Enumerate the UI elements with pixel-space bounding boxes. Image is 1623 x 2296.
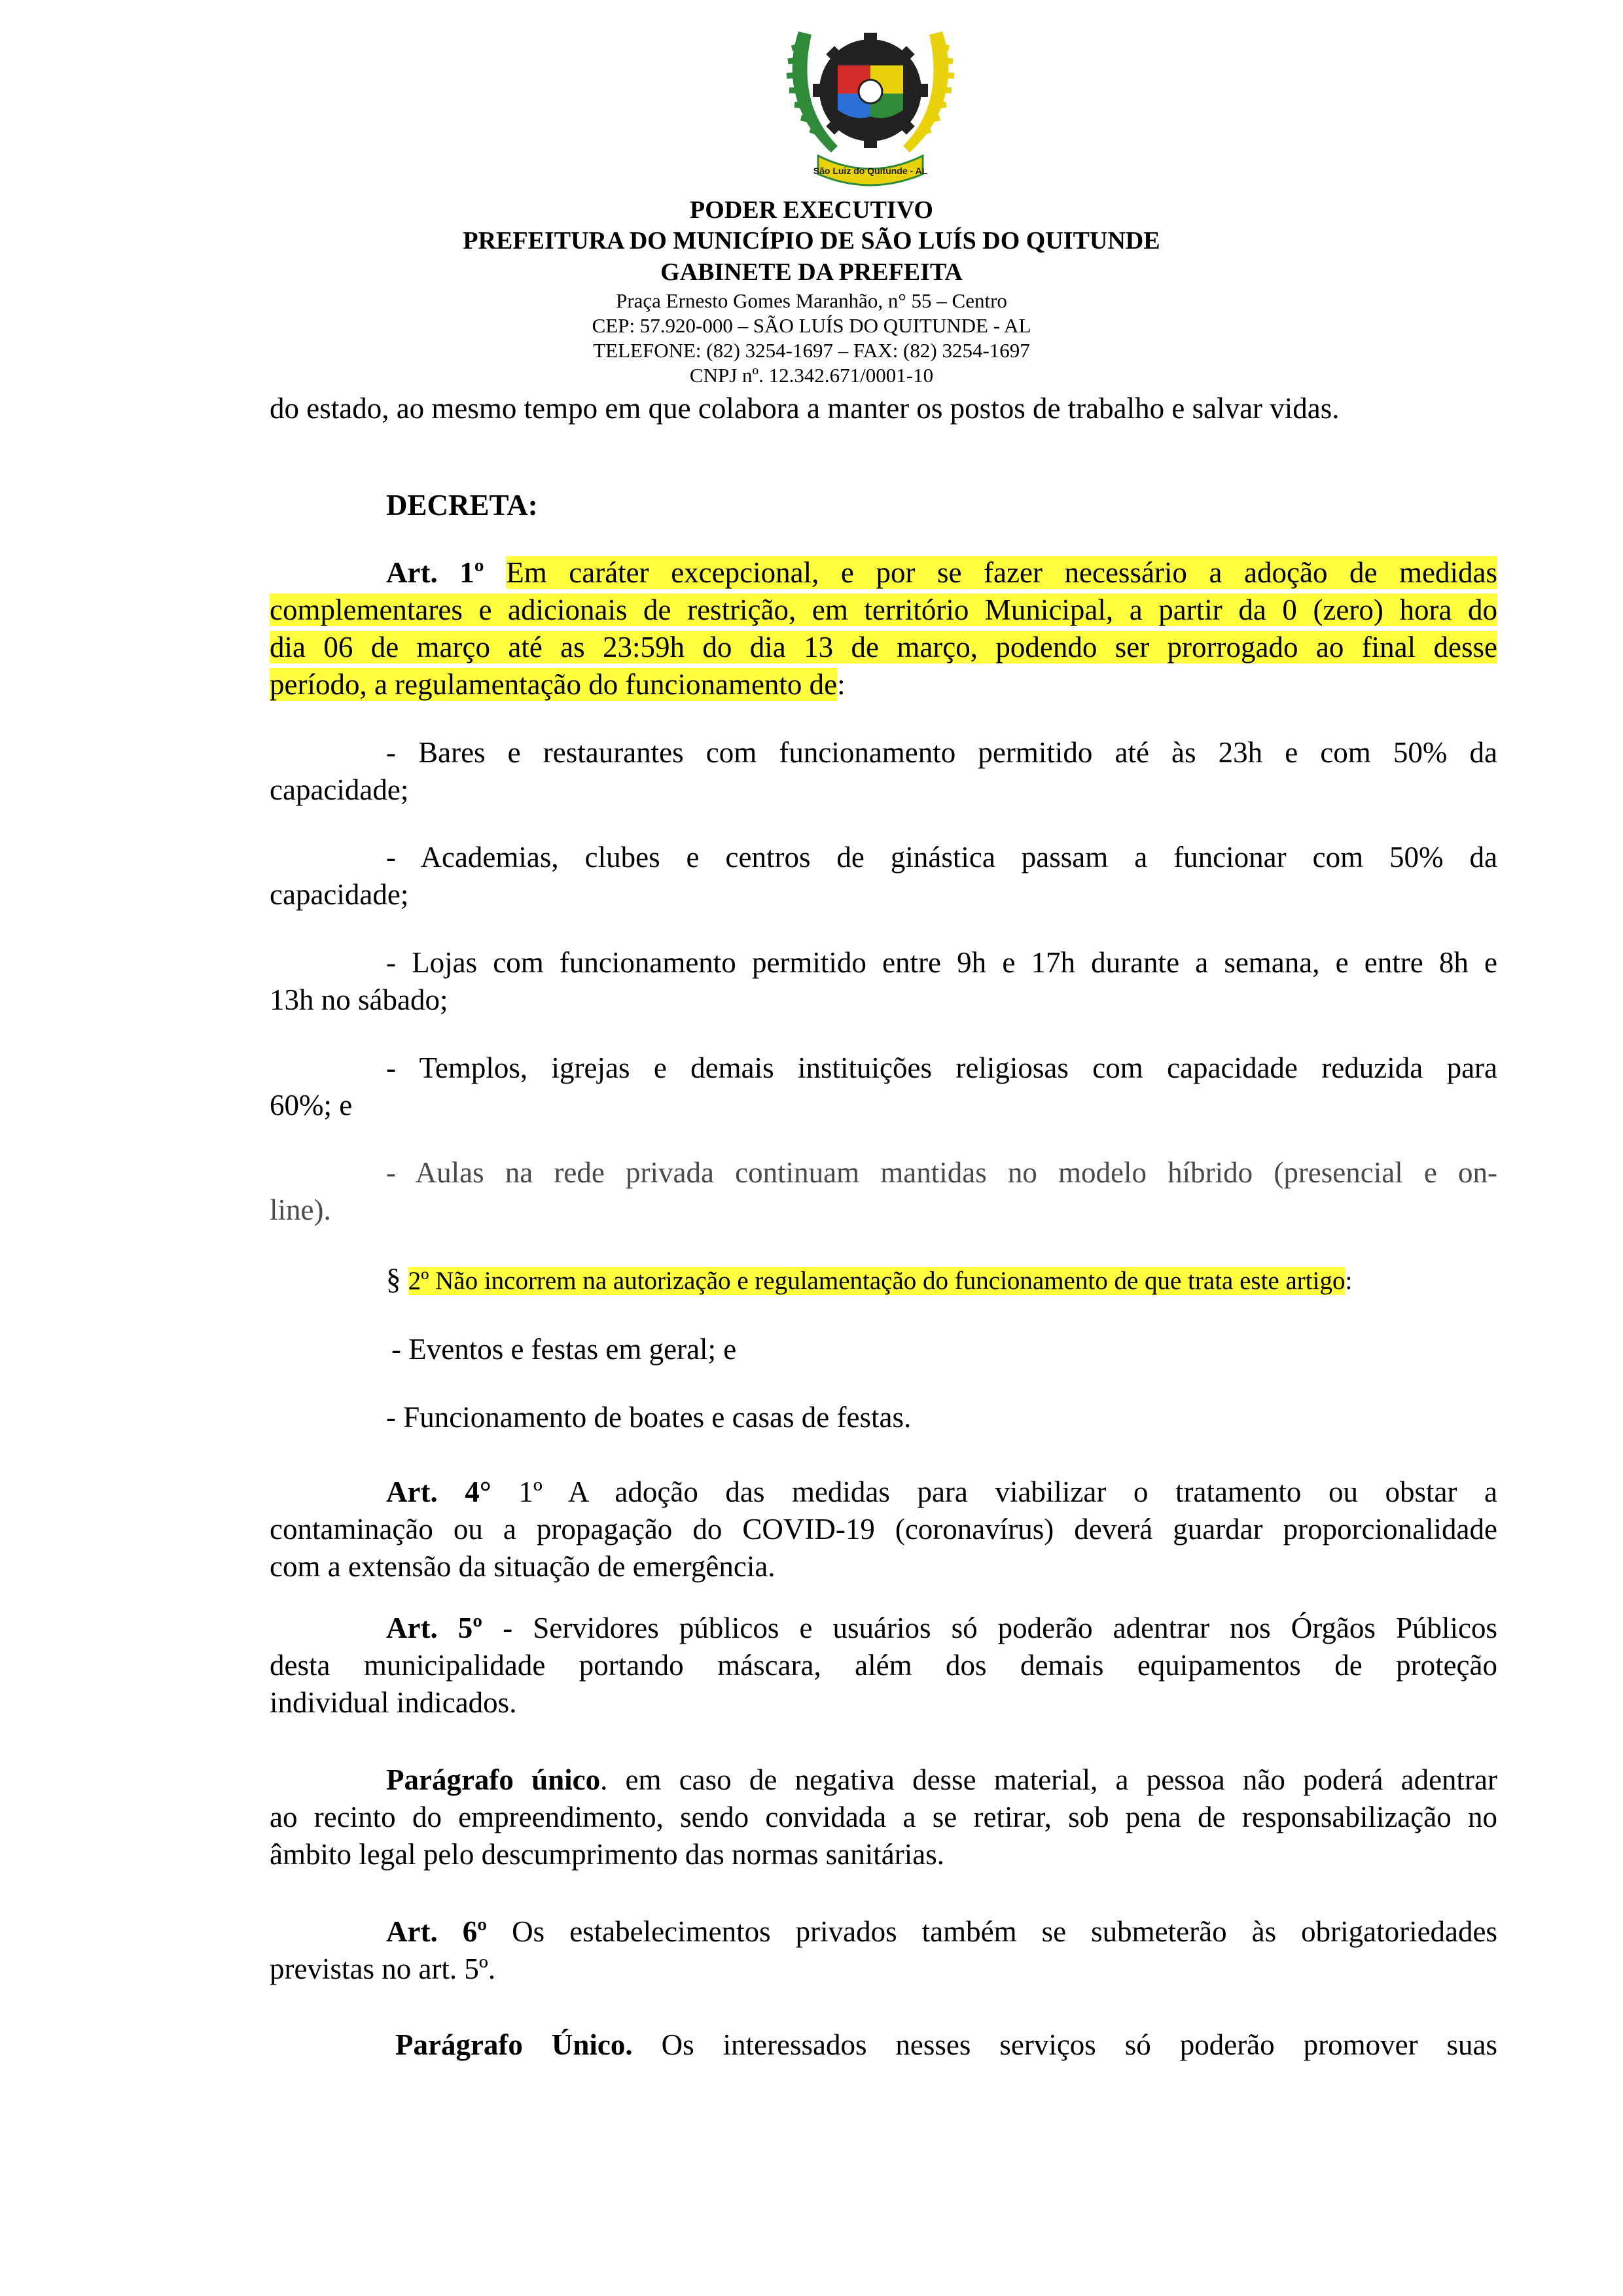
article-1-line-4: período, a regulamentação do funcionamento de — [270, 668, 838, 701]
list-item — [270, 734, 1497, 809]
logo-ribbon-text: São Luiz do Quitunde - AL — [813, 166, 928, 176]
paragraph-2-end: : — [1345, 1267, 1353, 1295]
article-5-line-2: desta municipalidade portando máscara, além dos demais equipamentos de proteção — [270, 1649, 1497, 1682]
item-5-line-2: line). — [270, 1193, 331, 1226]
header-cnpj: CNPJ nº. 12.342.671/0001-10 — [689, 364, 934, 387]
paragraph-unique-1-line-1: . em caso de negativa desse material, a pessoa não poderá adentrar — [600, 1763, 1497, 1796]
paragraph-unique-1 — [270, 1761, 1497, 1873]
exclusion-item-1: - Eventos e festas em geral; e — [391, 1333, 737, 1366]
paragraph-unique-1-line-2: ao recinto do empreendimento, sendo convidada a se retirar, sob pena de responsabilização no — [270, 1801, 1497, 1833]
article-5-label: Art. 5º — [386, 1612, 483, 1644]
article-1-label: Art. 1º — [386, 556, 484, 589]
municipal-coat-of-arms-logo — [772, 18, 969, 190]
article-5-line-3: individual indicados. — [270, 1686, 517, 1719]
paragraph-unique-2-label: Parágrafo Único. — [395, 2028, 633, 2061]
exclusion-item-2: - Funcionamento de boates e casas de festas. — [386, 1401, 912, 1434]
header-cabinet: GABINETE DA PREFEITA — [660, 258, 963, 286]
paragraph-2-text: 2º Não incorrem na autorização e regulamentação do funcionamento de que trata este artigo — [408, 1267, 1346, 1295]
article-5 — [270, 1610, 1497, 1722]
intro-text: do estado, ao mesmo tempo em que colabora a manter os postos de trabalho e salvar vidas. — [270, 392, 1340, 425]
item-1-line-2: capacidade; — [270, 773, 409, 806]
item-1-line-1: - Bares e restaurantes com funcionamento permitido até às 23h e com 50% da — [386, 736, 1497, 769]
decreta-heading: DECRETA: — [386, 489, 538, 521]
paragraph-unique-2 — [270, 2026, 1497, 2064]
item-4-line-2: 60%; e — [270, 1089, 353, 1122]
article-6-line-2: previstas no art. 5º. — [270, 1952, 496, 1985]
item-2-line-1: - Academias, clubes e centros de ginástica passam a funcionar com 50% da — [386, 841, 1497, 874]
list-item — [270, 1154, 1497, 1229]
article-1 — [270, 554, 1497, 703]
item-5-line-1: - Aulas na rede privada continuam mantidas no modelo híbrido (presencial e on- — [386, 1156, 1497, 1189]
article-4-line-2: contaminação ou a propagação do COVID-19 (coronavírus) deverá guardar proporcionalidade — [270, 1513, 1497, 1545]
list-item — [270, 839, 1497, 913]
item-3-line-1: - Lojas com funcionamento permitido entre 9h e 17h durante a semana, e entre 8h e — [386, 946, 1497, 979]
article-6-label: Art. 6º — [386, 1915, 488, 1948]
article-4 — [270, 1474, 1497, 1585]
article-4-line-3: com a extensão da situação de emergência. — [270, 1550, 776, 1583]
list-item — [270, 1050, 1497, 1124]
article-1-line-3: dia 06 de março até as 23:59h do dia 13 de março, podendo ser prorrogado ao final desse — [270, 631, 1497, 663]
header-power: PODER EXECUTIVO — [690, 196, 933, 224]
list-item — [270, 944, 1497, 1019]
paragraph-2 — [386, 1261, 1538, 1299]
paragraph-unique-1-label: Parágrafo único — [386, 1763, 601, 1796]
article-4-label: Art. 4° — [386, 1475, 491, 1508]
section-sign: § — [386, 1263, 408, 1296]
article-4-line-1: 1º A adoção das medidas para viabilizar o tratamento ou obstar a — [518, 1475, 1498, 1508]
article-1-line-1: Em caráter excepcional, e por se fazer necessário a adoção de medidas — [506, 556, 1498, 589]
item-2-line-2: capacidade; — [270, 878, 409, 911]
article-1-line-2: complementares e adicionais de restrição, em território Municipal, a partir da 0 (zero) hora do — [270, 593, 1497, 626]
header-phone: TELEFONE: (82) 3254-1697 – FAX: (82) 3254-1697 — [593, 339, 1030, 362]
article-6-line-1: Os estabelecimentos privados também se submeterão às obrigatoriedades — [512, 1915, 1498, 1948]
paragraph-unique-2-line-1: Os interessados nesses serviços só poderão promover suas — [661, 2028, 1497, 2061]
article-5-line-1: - Servidores públicos e usuários só poderão adentrar nos Órgãos Públicos — [503, 1612, 1498, 1644]
article-6 — [270, 1913, 1497, 1988]
header-cep: CEP: 57.920-000 – SÃO LUÍS DO QUITUNDE - AL — [592, 314, 1031, 337]
paragraph-unique-1-line-3: âmbito legal pelo descumprimento das normas sanitárias. — [270, 1838, 944, 1871]
item-4-line-1: - Templos, igrejas e demais instituições religiosas com capacidade reduzida para — [386, 1051, 1497, 1084]
header-address: Praça Ernesto Gomes Maranhão, n° 55 – Centro — [616, 289, 1007, 312]
item-3-line-2: 13h no sábado; — [270, 983, 448, 1016]
header-prefecture: PREFEITURA DO MUNICÍPIO DE SÃO LUÍS DO QUITUNDE — [463, 227, 1160, 255]
article-1-line-4-end: : — [837, 668, 846, 701]
